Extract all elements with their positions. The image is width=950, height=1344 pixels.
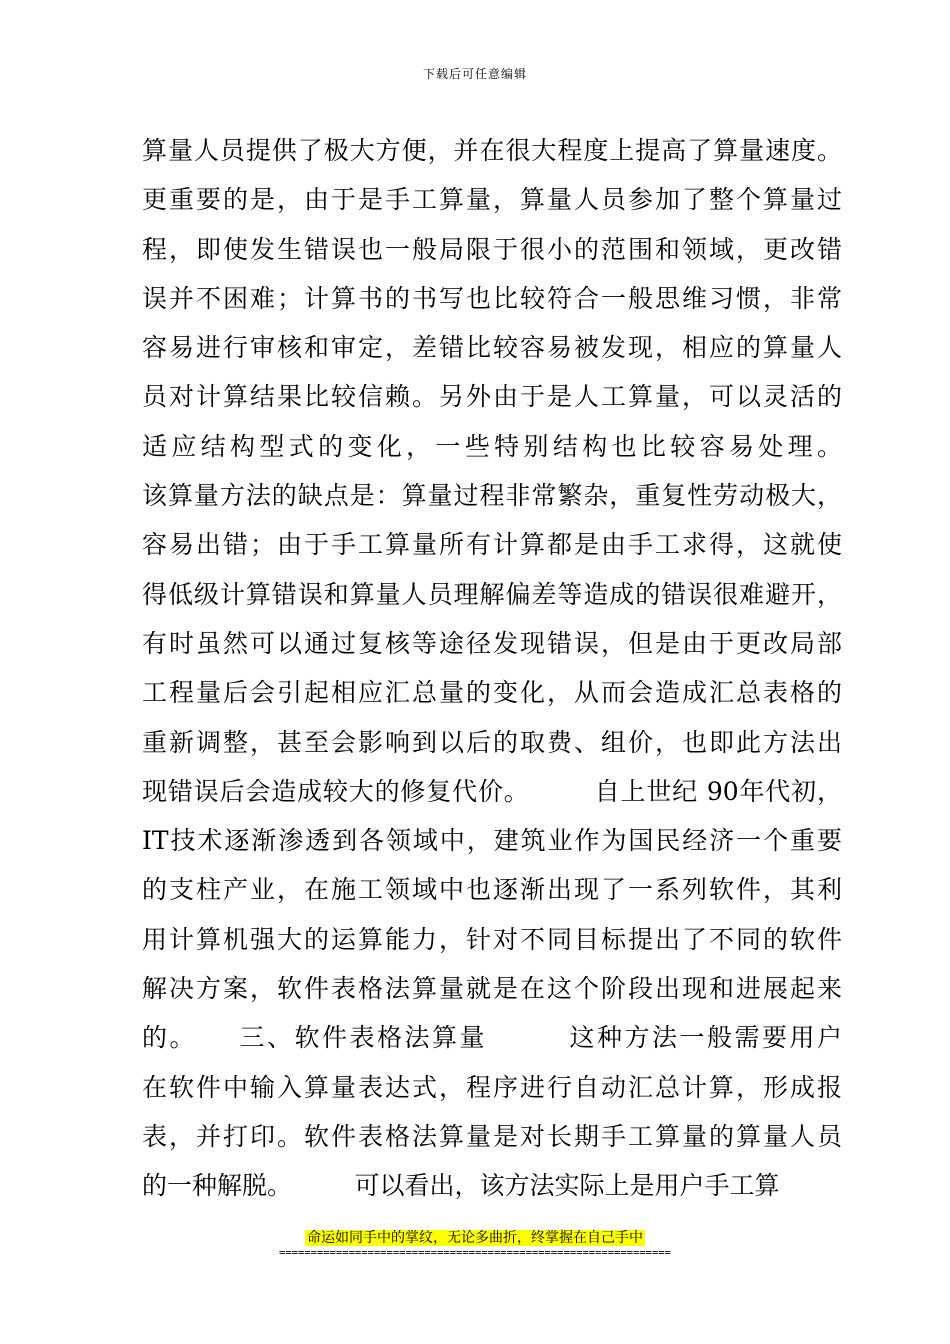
text-line: 重新调整，甚至会影响到以后的取费、组价，也即此方法出 (142, 727, 842, 757)
text-line: 现错误后会造成较大的修复代价。 自上世纪 90年代初， (142, 776, 842, 806)
footer-divider: ============================================================== (279, 1247, 671, 1259)
text-line: 适应结构型式的变化，一些特别结构也比较容易处理。 (142, 431, 842, 461)
text-line: 算量人员提供了极大方便，并在很大程度上提高了算量速度。 (142, 136, 842, 165)
text-line: 工程量后会引起相应汇总量的变化，从而会造成汇总表格的 (142, 678, 842, 708)
text-line: 表，并打印。软件表格法算量是对长期手工算量的算量人员 (142, 1121, 842, 1151)
text-line: 的一种解脱。 可以看出，该方法实际上是用户手工算 (142, 1171, 780, 1201)
text-line: 的。 三、软件表格法算量 这种方法一般需要用户 (142, 1023, 842, 1053)
text-line: 在软件中输入算量表达式，程序进行自动汇总计算，形成报 (142, 1072, 842, 1102)
text-line: 程，即使发生错误也一般局限于很小的范围和领域，更改错 (142, 234, 842, 264)
page-header: 下载后可任意编辑 (422, 67, 527, 81)
text-line: 该算量方法的缺点是：算量过程非常繁杂，重复性劳动极大， (142, 481, 842, 511)
text-line: 有时虽然可以通过复核等途径发现错误，但是由于更改局部 (142, 628, 842, 658)
text-line: 的支柱产业，在施工领域中也逐渐出现了一系列软件，其利 (142, 875, 842, 905)
text-line: 容易出错；由于手工算量所有计算都是由手工求得，这就使 (142, 530, 842, 560)
text-line: IT技术逐渐渗透到各领域中，建筑业作为国民经济一个重要 (142, 826, 842, 856)
text-line: 员对计算结果比较信赖。另外由于是人工算量，可以灵活的 (142, 382, 842, 412)
text-line: 用计算机强大的运算能力，针对不同目标提出了不同的软件 (142, 924, 842, 954)
text-line: 更重要的是，由于是手工算量，算量人员参加了整个算量过 (142, 185, 842, 215)
body-text (142, 126, 842, 1211)
footer-motto-text: 命运如同手中的掌纹，无论多曲折，终掌握在自己手中 (307, 1230, 643, 1246)
text-line: 得低级计算错误和算量人员理解偏差等造成的错误很难避开， (142, 579, 842, 609)
text-line: 解决方案，软件表格法算量就是在这个阶段出现和进展起来 (142, 974, 842, 1004)
text-line: 误并不困难；计算书的书写也比较符合一般思维习惯，非常 (142, 283, 842, 313)
text-line: 容易进行审核和审定，差错比较容易被发现，相应的算量人 (142, 333, 842, 363)
